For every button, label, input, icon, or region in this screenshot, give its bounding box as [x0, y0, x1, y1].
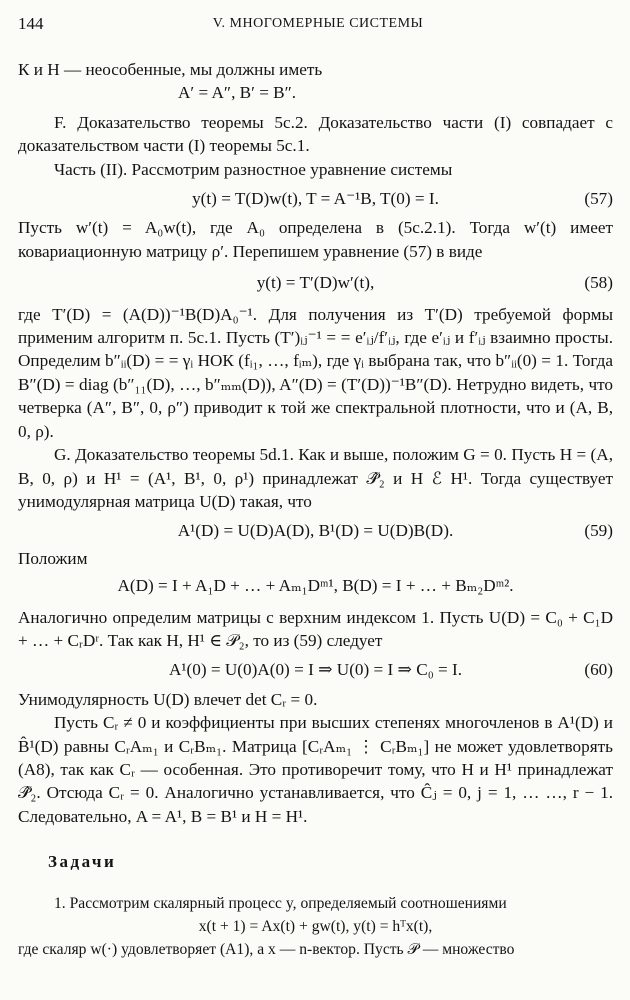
paragraph: Пусть Cᵣ ≠ 0 и коэффициенты при высших степенях многочленов в A¹(D) и B̂¹(D) равны CᵣAₘ₁ и CᵣBₘ₁. Матрица [CᵣAₘ₁ ⋮ CᵣBₘ₁] не может удовлетворять (A8), так как Cᵣ — особенная. Это противоречит тому, что H и H¹ принадлежат 𝒫̂₂. Отсюда Cᵣ = 0. Аналогично устанавливается, что Ĉⱼ = 0, j = 1, … …, r − 1. Следовательно, A = A¹, B = B¹ и H = H¹.	[18, 713, 613, 826]
equation	[18, 81, 613, 104]
equation-body: x(t + 1) = Ax(t) + gw(t), y(t) = hᵀx(t),	[198, 917, 433, 935]
equation-58	[18, 271, 613, 294]
equation	[18, 574, 613, 597]
equation-body: A¹(D) = U(D)A(D), B¹(D) = U(D)B(D).	[177, 521, 454, 541]
paragraph: где T′(D) = (A(D))⁻¹B(D)A₀⁻¹. Для получения из T′(D) требуемой формы применим алгоритм п. 5c.1. Пусть (T′)ᵢⱼ⁻¹ = = e′ᵢⱼ/f′ᵢⱼ, где e′ᵢⱼ и f′ᵢⱼ взаимно просты. Определим b″ᵢᵢ(D) = = γᵢ НОК (fᵢ₁, …, fᵢₘ), где γᵢ выбрана так, что b″ᵢᵢ(0) = 1. Тогда B″(D) = diag (b″₁₁(D), …, b″ₘₘ(D)), A″(D) = (T′(D))⁻¹B″(D). Нетрудно видеть, что четверка (A″, B″, 0, ρ″) приводит к той же спектральной плотности, что и (A, B, 0, ρ).	[18, 304, 613, 441]
text-line: где скаляр w(·) удовлетворяет (A1), а x — n-вектор. Пусть 𝒫 — множество	[18, 940, 515, 958]
equation-59	[18, 519, 613, 542]
text-line: К и Н — неособенные, мы должны иметь	[18, 60, 323, 79]
equation-number: (58)	[584, 273, 613, 293]
equation-57	[18, 187, 613, 210]
equation-body: A¹(0) = U(0)A(0) = I ⇒ U(0) = I ⇒ C₀ = I.	[168, 660, 463, 680]
paragraph: Аналогично определим матрицы с верхним индексом 1. Пусть U(D) = C₀ + C₁D + … + CᵣDʳ. Так как H, H¹ ∈ 𝒫₂, то из (59) следует	[18, 607, 613, 650]
paragraph-proof-5c2: F. Доказательство теоремы 5c.2. Доказательство части (I) совпадает с доказательством части (I) теоремы 5c.1.	[18, 112, 613, 156]
equation-number: (60)	[584, 660, 613, 680]
text-line: Положим	[18, 548, 88, 568]
equation-body: y(t) = T′(D)w′(t),	[256, 273, 375, 293]
paragraph: Пусть w′(t) = A₀w(t), где A₀ определена в (5c.2.1). Тогда w′(t) имеет ковариационную матрицу ρ′. Перепишем уравнение (57) в виде	[18, 218, 613, 261]
text-line: Унимодулярность U(D) влечет det Cᵣ = 0.	[18, 689, 318, 709]
paragraph-part-2: Часть (II). Рассмотрим разностное уравнение системы	[54, 159, 453, 179]
running-title: V. МНОГОМЕРНЫЕ СИСТЕМЫ	[212, 16, 424, 31]
equation-body: A(D) = I + A₁D + … + Aₘ₁Dᵐ¹, B(D) = I + … + Bₘ₂Dᵐ².	[117, 576, 514, 596]
equation-number: (59)	[584, 521, 613, 541]
page-header	[18, 12, 618, 34]
paragraph-proof-5d1: G. Доказательство теоремы 5d.1. Как и выше, положим G = 0. Пусть H = (A, B, 0, ρ) и H¹ = (A¹, B¹, 0, ρ¹) принадлежат 𝒫̂₂ и H ℰ H¹. Тогда существует унимодулярная матрица U(D) такая, что	[18, 445, 613, 511]
page-body	[18, 58, 613, 961]
equation-body: y(t) = T(D)w(t), T = A⁻¹B, T(0) = I.	[192, 189, 439, 209]
equation-60	[18, 658, 613, 681]
section-heading-tasks: Задачи	[48, 852, 117, 872]
equation-body: A′ = A″, B′ = B″.	[178, 83, 297, 103]
equation-number: (57)	[584, 189, 613, 209]
task-1: 1. Рассмотрим скалярный процесс y, определяемый соотношениями	[54, 894, 507, 912]
equation	[18, 915, 613, 938]
page-number: 144	[18, 14, 44, 33]
